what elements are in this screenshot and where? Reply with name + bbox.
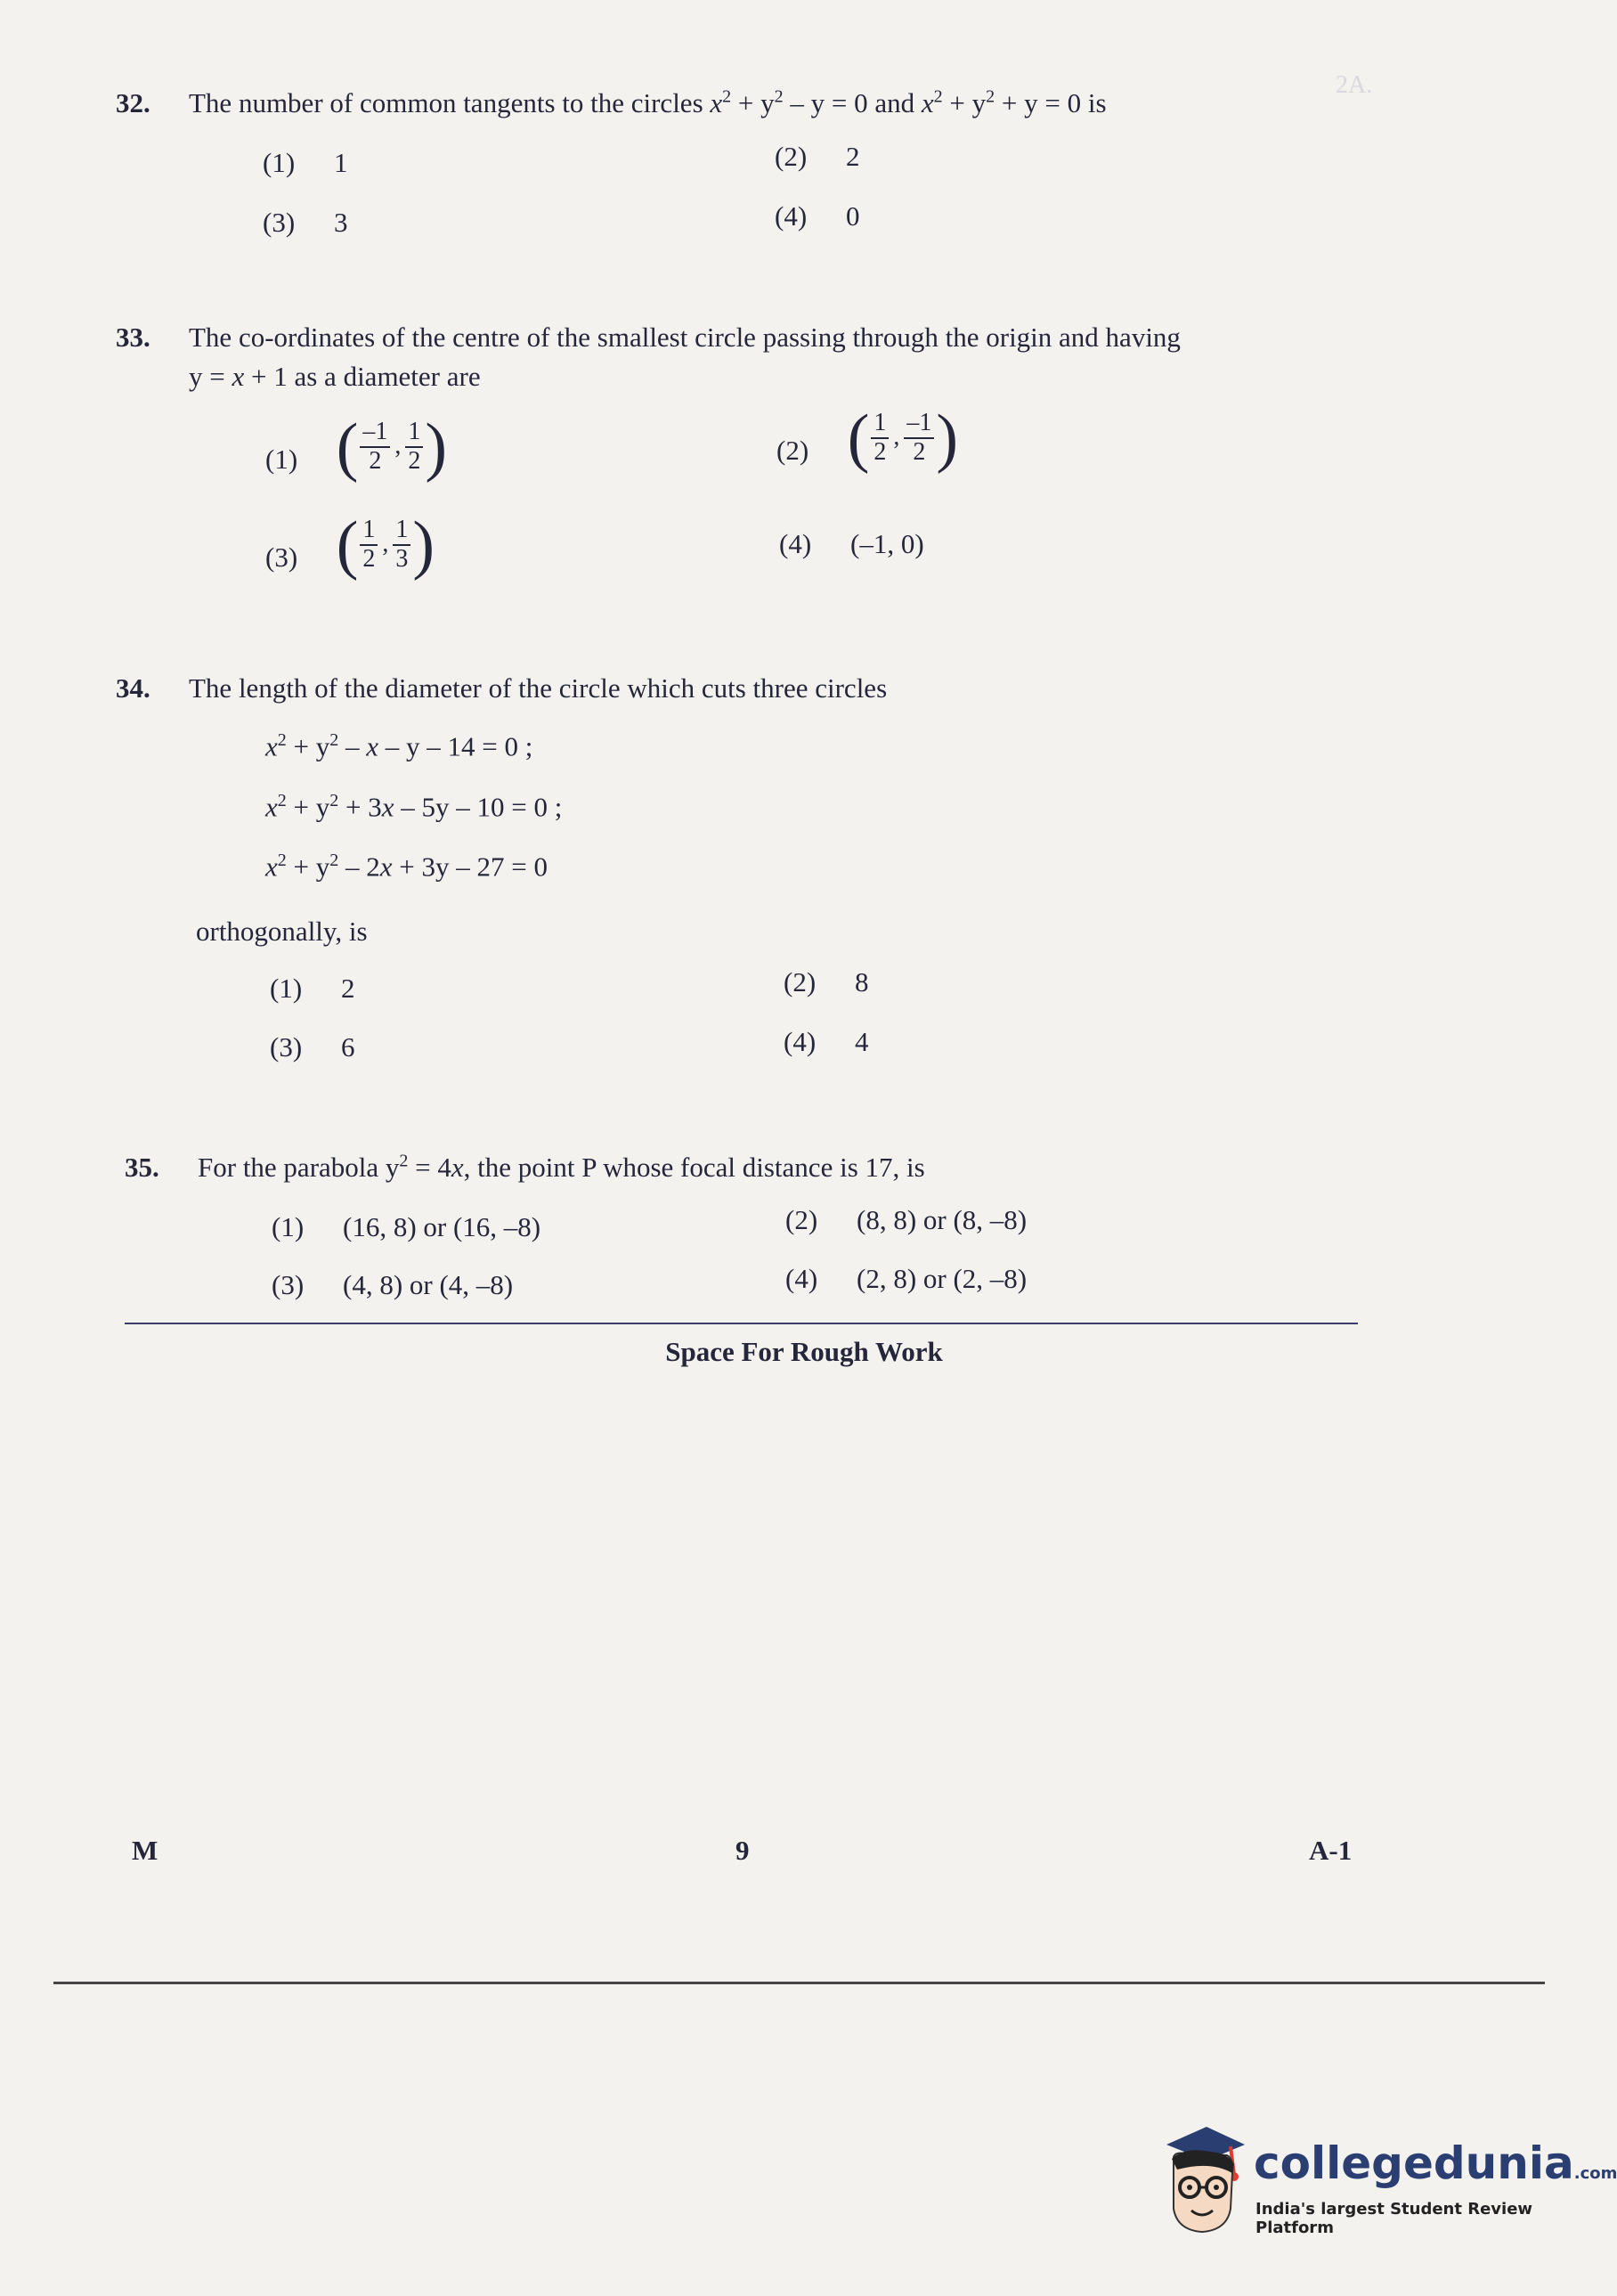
question-text: For the parabola $y^2 = 4x$, the point P whose focal distance is 17, is bbox=[198, 1151, 925, 1183]
question-number: 34. bbox=[116, 672, 150, 704]
bottom-divider bbox=[53, 1982, 1545, 1984]
option-34-2: (2) 8 bbox=[784, 966, 869, 997]
rough-work-label: Space For Rough Work bbox=[665, 1336, 943, 1367]
equation-1: $x^2 + y^2 - x - y - 14 = 0$ ; bbox=[265, 730, 533, 762]
question-number: 32. bbox=[116, 87, 150, 118]
option-35-1: (1) (16, 8) or (16, –8) bbox=[272, 1211, 541, 1242]
option-34-3: (3) 6 bbox=[270, 1031, 355, 1063]
question-34-tail: orthogonally, is bbox=[196, 916, 368, 947]
question-text-line1: The co-ordinates of the centre of the smallest circle passing through the origin and having bbox=[189, 322, 1181, 353]
option-33-1: (1) ( $\frac{-1}{2}$ , $\frac{1}{2}$ ) bbox=[265, 411, 448, 484]
option-33-3: (3) ( $\frac{1}{2}$ , $\frac{1}{3}$ ) bbox=[265, 509, 435, 582]
option-32-2: (2) 2 bbox=[775, 141, 860, 172]
option-35-3: (3) (4, 8) or (4, –8) bbox=[272, 1269, 514, 1300]
show-through-text: 2A. bbox=[1336, 71, 1373, 99]
option-34-1: (1) 2 bbox=[270, 973, 355, 1004]
question-number: 33. bbox=[116, 322, 150, 353]
footer-left: M bbox=[132, 1835, 158, 1866]
brand-logo bbox=[1158, 2111, 1617, 2244]
question-number: 35. bbox=[125, 1152, 159, 1183]
question-text: The length of the diameter of the circle which cuts three circles bbox=[189, 672, 888, 704]
brand-name: collegedunia.com bbox=[1254, 2137, 1617, 2189]
equation-3: $x^2 + y^2 - 2x + 3y - 27 = 0$ bbox=[265, 851, 548, 883]
option-32-4: (4) 0 bbox=[775, 200, 860, 232]
equation-2: $x^2 + y^2 + 3x - 5y - 10 = 0$ ; bbox=[265, 791, 563, 823]
divider bbox=[125, 1323, 1358, 1324]
option-32-1: (1) 1 bbox=[263, 147, 348, 178]
question-text: The number of common tangents to the circles $x^2 + y^2 - y = 0$ and $x^2 + y^2 + y = 0$ is bbox=[189, 86, 1107, 118]
footer-right: A-1 bbox=[1309, 1835, 1353, 1866]
option-33-2: (2) ( $\frac{1}{2}$ , $\frac{-1}{2}$ ) bbox=[776, 402, 959, 475]
option-32-3: (3) 3 bbox=[263, 207, 348, 238]
option-35-2: (2) (8, 8) or (8, –8) bbox=[785, 1204, 1028, 1235]
option-34-4: (4) 4 bbox=[784, 1026, 869, 1057]
mascot-icon bbox=[1158, 2111, 1247, 2235]
brand-tagline: India's largest Student Review Platform bbox=[1255, 2200, 1533, 2237]
page-number: 9 bbox=[735, 1835, 750, 1866]
option-33-4: (4) (–1, 0) bbox=[779, 528, 924, 559]
question-text-line2: y = x + 1 as a diameter are bbox=[189, 361, 481, 392]
option-35-4: (4) (2, 8) or (2, –8) bbox=[785, 1263, 1028, 1294]
